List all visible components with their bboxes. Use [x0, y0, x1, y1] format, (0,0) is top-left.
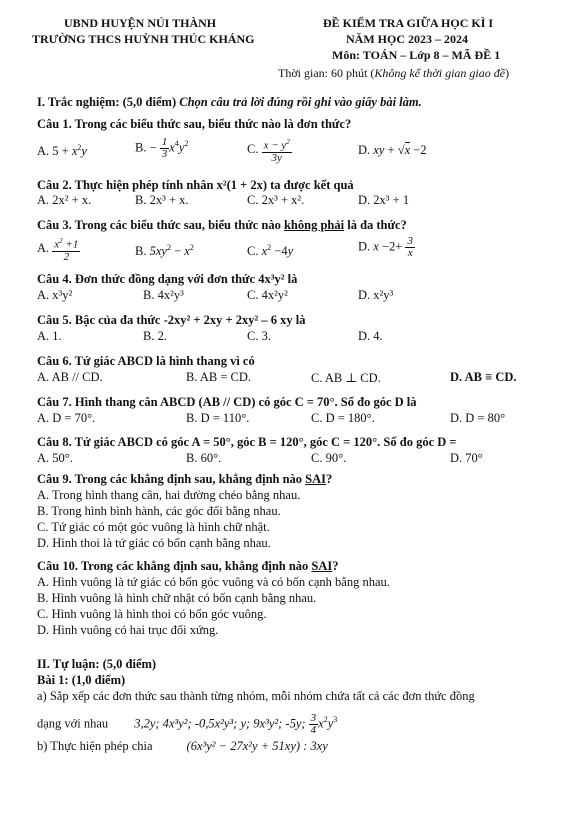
- q1-option-d: D. xy + √x −2: [358, 143, 427, 157]
- q9-option-d: D. Hình thoi là tứ giác có bốn cạnh bằng nhau.: [37, 536, 271, 550]
- q4-option-c: C. 4x²y²: [247, 288, 288, 302]
- q3-option-d: D. x −2+ $\frac{3}{x}$: [358, 235, 413, 259]
- q5-option-a: A. 1.: [37, 329, 62, 343]
- q4-option-b: B. 4x²y³: [143, 288, 184, 302]
- q6-option-a: A. AB // CD.: [37, 370, 103, 384]
- q3-option-a: A. $\frac{x^2 +1}{2}$: [37, 237, 79, 263]
- question-2: Câu 2. Thực hiện phép tính nhân x²(1 + 2x) ta được kết quả: [37, 178, 354, 192]
- question-1: Câu 1. Trong các biểu thức sau, biểu thức nào là đơn thức?: [37, 117, 352, 131]
- q7-option-b: B. D = 110°.: [186, 411, 250, 425]
- q6-option-d: D. AB ≡ CD.: [450, 370, 517, 384]
- q8-option-b: B. 60°.: [186, 451, 222, 465]
- time-line: Thời gian: 60 phút (Không kể thời gian giao đề): [278, 66, 510, 80]
- q8-option-c: C. 90°.: [311, 451, 347, 465]
- q5-option-c: C. 3.: [247, 329, 271, 343]
- question-9: Câu 9. Trong các khẳng định sau, khẳng định nào SAI?: [37, 472, 333, 486]
- q3-option-b: B. $5xy^2 - x^2$: [135, 243, 194, 259]
- q7-option-c: C. D = 180°.: [311, 411, 375, 425]
- school-name: TRƯỜNG THCS HUỲNH THÚC KHÁNG: [32, 32, 255, 46]
- q9-option-b: B. Trong hình bình hành, các góc đối bằng nhau.: [37, 504, 281, 518]
- exam-title: ĐỀ KIỂM TRA GIỮA HỌC KÌ I: [323, 16, 494, 30]
- q4-option-a: A. x³y²: [37, 288, 73, 302]
- q8-option-d: D. 70°: [450, 451, 483, 465]
- q10-option-c: C. Hình vuông là hình thoi có bốn góc vuông.: [37, 607, 267, 621]
- q5-option-d: D. 4.: [358, 329, 383, 343]
- section2-heading: II. Tự luận: (5,0 điểm): [37, 657, 157, 671]
- bai1-b: b) Thực hiện phép chia (6x³y² − 27x²y + 51xy) : 3xy: [37, 739, 328, 753]
- q10-option-d: D. Hình vuông có hai trục đối xứng.: [37, 623, 219, 637]
- q2-option-b: B. 2x³ + x.: [135, 193, 189, 207]
- bai1-a-line2: dạng với nhau 3,2y; 4x³y²; -0,5x²y³; y; 9x³y²; -5y; $\frac{3}{4}$ $x^2y^3$: [37, 712, 338, 736]
- subject-line: Môn: TOÁN – Lớp 8 – MÃ ĐỀ 1: [332, 48, 501, 62]
- section1-heading: I. Trắc nghiệm: (5,0 điểm) Chọn câu trả lời đúng rồi ghi vào giấy bài làm.: [37, 95, 422, 109]
- q9-option-a: A. Trong hình thang cân, hai đường chéo bằng nhau.: [37, 488, 301, 502]
- q7-option-a: A. D = 70°.: [37, 411, 96, 425]
- school-year: NĂM HỌC 2023 – 2024: [346, 32, 468, 46]
- q3-option-c: C. $x^2 -4y$: [247, 243, 294, 259]
- q1-option-a: A. $5 + x^2y$: [37, 143, 87, 159]
- q9-option-c: C. Tứ giác có một góc vuông là hình chữ nhật.: [37, 520, 270, 534]
- question-5: Câu 5. Bậc của đa thức -2xy² + 2xy + 2xy² – 6 xy là: [37, 313, 306, 327]
- q1-option-b: B. − $\frac{1}{3}$ $x^4y^2$: [135, 136, 189, 160]
- bai1-a-line1: a) Sắp xếp các đơn thức sau thành từng nhóm, mỗi nhóm chứa tất cả các đơn thức đồng: [37, 689, 475, 703]
- q10-option-b: B. Hình vuông là hình chữ nhật có bốn cạnh bằng nhau.: [37, 591, 317, 605]
- question-3: Câu 3. Trong các biểu thức sau, biểu thức nào không phải là đa thức?: [37, 218, 407, 232]
- question-6: Câu 6. Tứ giác ABCD là hình thang vì có: [37, 354, 255, 368]
- q2-option-a: A. 2x² + x.: [37, 193, 92, 207]
- q8-option-a: A. 50°.: [37, 451, 73, 465]
- q6-option-b: B. AB = CD.: [186, 370, 252, 384]
- q5-option-b: B. 2.: [143, 329, 167, 343]
- q7-option-d: D. D = 80°: [450, 411, 506, 425]
- question-8: Câu 8. Tứ giác ABCD có góc A = 50°, góc B = 120°, góc C = 120°. Số đo góc D =: [37, 435, 457, 449]
- q1-option-c: C. $\frac{x - y^2}{3y}$: [247, 138, 290, 164]
- district-name: UBND HUYỆN NÚI THÀNH: [64, 16, 217, 30]
- q2-option-c: C. 2x³ + x².: [247, 193, 305, 207]
- question-7: Câu 7. Hình thang cân ABCD (AB // CD) có góc C = 70°. Số đo góc D là: [37, 395, 417, 409]
- question-10: Câu 10. Trong các khẳng định sau, khẳng định nào SAI?: [37, 559, 339, 573]
- question-4: Câu 4. Đơn thức đồng dạng với đơn thức 4x³y² là: [37, 272, 298, 286]
- q2-option-d: D. 2x³ + 1: [358, 193, 410, 207]
- q4-option-d: D. x²y³: [358, 288, 394, 302]
- bai1-heading: Bài 1: (1,0 điểm): [37, 673, 126, 687]
- q10-option-a: A. Hình vuông là tứ giác có bốn góc vuông và có bốn cạnh bằng nhau.: [37, 575, 390, 589]
- q6-option-c: C. AB ⊥ CD.: [311, 371, 381, 385]
